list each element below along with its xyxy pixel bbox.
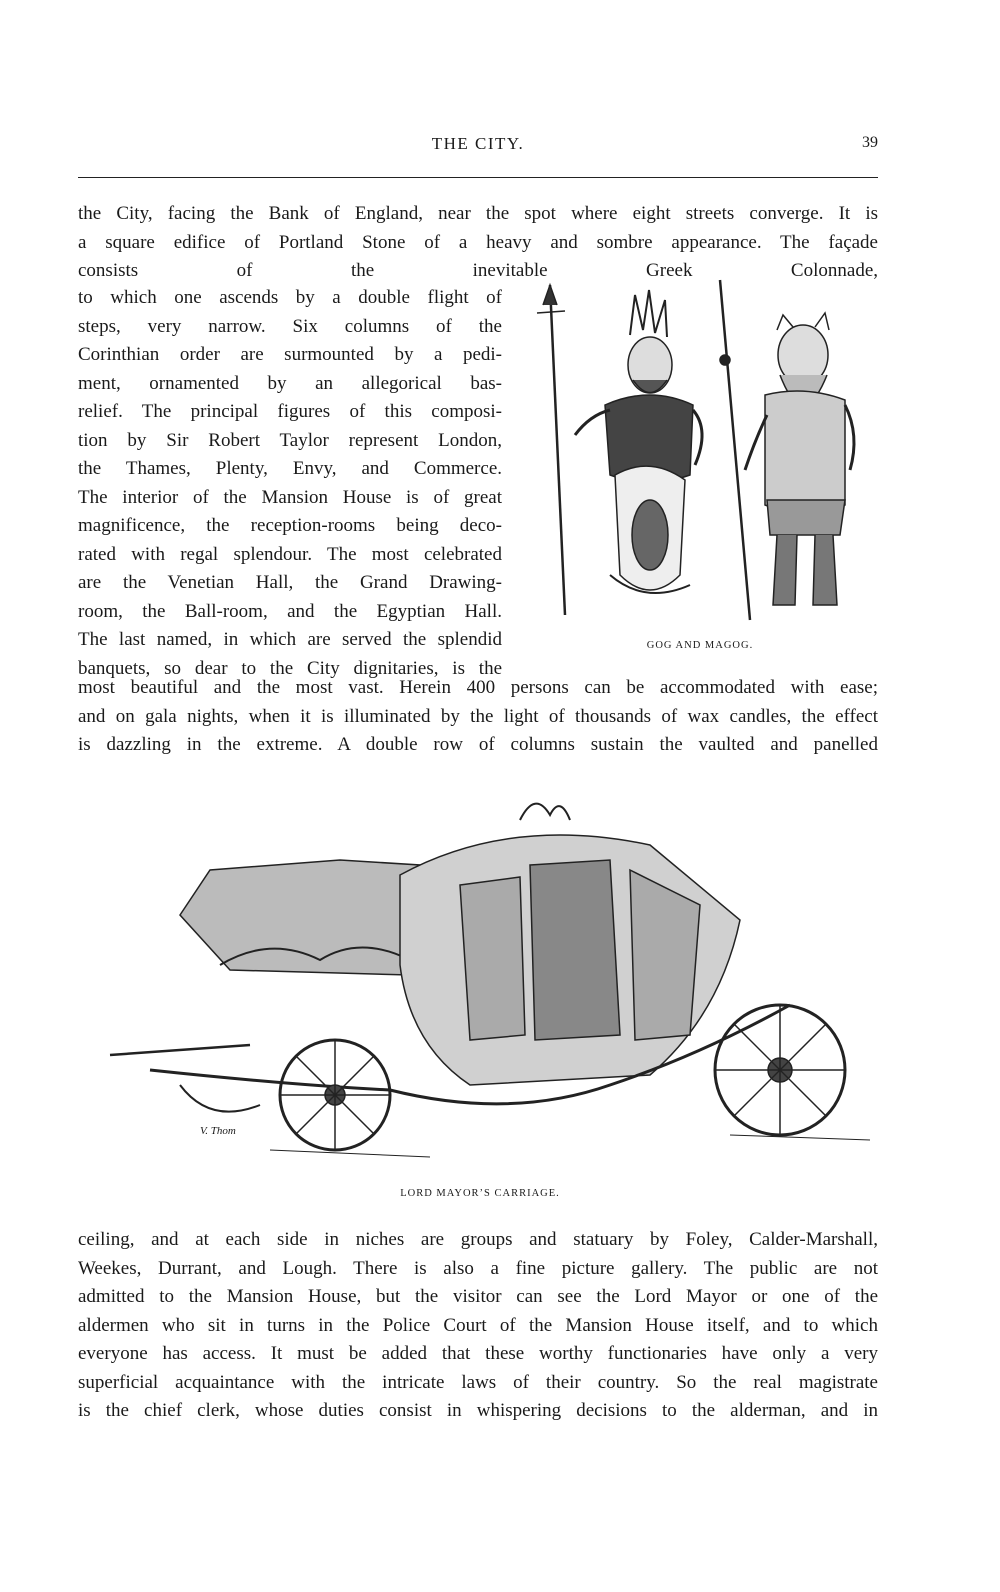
text-line: to which one ascends by a double flight of — [78, 287, 502, 308]
header-rule — [78, 177, 878, 178]
text-line: is the chief clerk, whose duties consist in whispering decisions to the alderman, and in — [78, 1400, 878, 1421]
text-line: Weekes, Durrant, and Lough. There is also a fine picture gallery. The public are not — [78, 1257, 878, 1279]
paragraph-continued — [78, 674, 878, 760]
text-line: rated with regal splendour. The most celebrated — [78, 543, 502, 565]
paragraph-top — [78, 200, 878, 286]
page-number: 39 — [862, 134, 878, 151]
text-line: banquets, so dear to the City dignitaries, is the — [78, 657, 502, 679]
engraver-signature: V. Thom — [200, 1125, 236, 1137]
text-line: is dazzling in the extreme. A double row of columns sustain the vaulted and panelled — [78, 734, 878, 755]
gog-magog-illustration — [515, 275, 880, 635]
text-line: consists of the inevitable Greek Colonnade, — [78, 260, 878, 281]
text-line: Corinthian order are surmounted by a pedi- — [78, 344, 502, 365]
text-line: ment, ornamented by an allegorical bas- — [78, 372, 502, 394]
text-line: tion by Sir Robert Taylor represent London, — [78, 429, 502, 451]
text-line: everyone has access. It must be added that these worthy functionaries have only a very — [78, 1343, 878, 1364]
text-line: the City, facing the Bank of England, near the spot where eight streets converge. It is — [78, 203, 878, 224]
text-line: a square edifice of Portland Stone of a heavy and sombre appearance. The façade — [78, 231, 878, 253]
text-line: The last named, in which are served the splendid — [78, 629, 502, 650]
text-line: ceiling, and at each side in niches are groups and statuary by Foley, Calder-Marshall, — [78, 1229, 878, 1250]
text-line: most beautiful and the most vast. Herein 400 persons can be accommodated with ease; — [78, 677, 878, 698]
text-line: are the Venetian Hall, the Grand Drawing- — [78, 572, 502, 593]
running-title: THE CITY. — [431, 134, 525, 153]
text-line: The interior of the Mansion House is of great — [78, 486, 502, 508]
text-line: room, the Ball-room, and the Egyptian Hall. — [78, 600, 502, 622]
text-line: the Thames, Plenty, Envy, and Commerce. — [78, 458, 502, 479]
text-line: relief. The principal figures of this composi- — [78, 401, 502, 422]
text-line: aldermen who sit in turns in the Police Court of the Mansion House itself, and to which — [78, 1314, 878, 1336]
paragraph-bottom — [78, 1226, 878, 1426]
page-header — [78, 134, 878, 164]
text-line: superficial acquaintance with the intricate laws of their country. So the real magistrate — [78, 1371, 878, 1393]
gog-magog-caption: GOG AND MAGOG. — [646, 640, 754, 651]
lord-mayors-carriage-illustration — [90, 785, 880, 1180]
text-line: admitted to the Mansion House, but the visitor can see the Lord Mayor or one of the — [78, 1286, 878, 1307]
text-line: magnificence, the reception-rooms being deco- — [78, 515, 502, 536]
text-line: and on gala nights, when it is illuminated by the light of thousands of wax candles, the effect — [78, 705, 878, 727]
paragraph-wrapped — [78, 284, 502, 683]
carriage-caption: LORD MAYOR’S CARRIAGE. — [400, 1188, 560, 1199]
text-line: steps, very narrow. Six columns of the — [78, 315, 502, 337]
